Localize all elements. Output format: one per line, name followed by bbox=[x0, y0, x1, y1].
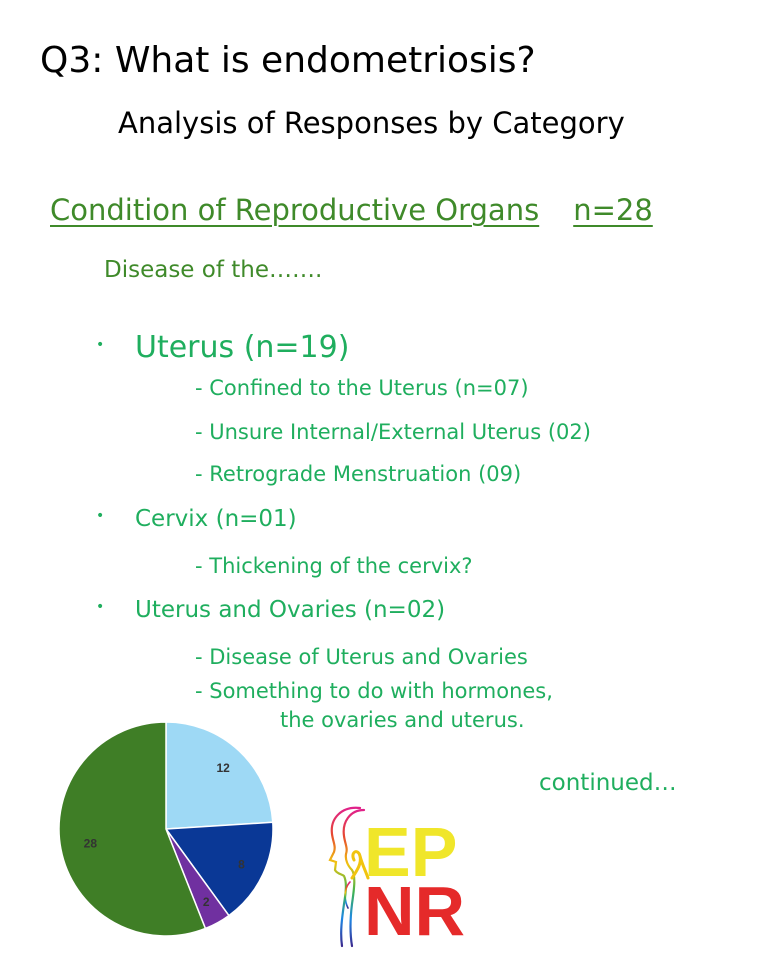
continued-text: continued… bbox=[539, 770, 677, 796]
sub-item: - Unsure Internal/External Uterus (02) bbox=[195, 420, 591, 444]
bullet-icon: • bbox=[96, 336, 105, 353]
response-pie-chart bbox=[55, 718, 277, 940]
bullet-uterus bbox=[96, 330, 349, 365]
lead-text: Disease of the……. bbox=[104, 257, 323, 283]
bullet-label: Uterus and Ovaries (n=02) bbox=[135, 597, 446, 623]
sub-item: - Something to do with hormones, bbox=[195, 679, 553, 703]
category-label: Condition of Reproductive Organs bbox=[50, 193, 540, 227]
bullet-label: Uterus (n=19) bbox=[135, 330, 350, 365]
bullet-icon: • bbox=[96, 598, 105, 615]
sub-item: - Retrograde Menstruation (09) bbox=[195, 462, 522, 486]
bullet-icon: • bbox=[96, 507, 105, 524]
sub-item: - Confined to the Uterus (n=07) bbox=[195, 376, 529, 400]
pie-data-label: 8 bbox=[238, 857, 245, 872]
category-heading bbox=[50, 193, 653, 227]
page-title: Q3: What is endometriosis? bbox=[40, 40, 536, 81]
pie-data-label: 28 bbox=[83, 836, 98, 851]
pie-data-label: 2 bbox=[202, 895, 210, 910]
profile-silhouette-icon bbox=[330, 808, 364, 946]
logo-text-top: EP bbox=[364, 813, 458, 891]
sub-item: the ovaries and uterus. bbox=[280, 708, 525, 732]
sub-item: - Disease of Uterus and Ovaries bbox=[195, 645, 528, 669]
page-subtitle: Analysis of Responses by Category bbox=[118, 106, 625, 140]
category-count: n=28 bbox=[573, 193, 653, 227]
pie-data-label: 12 bbox=[216, 761, 230, 776]
logo-text-bottom: NR bbox=[364, 872, 466, 950]
pie-slice bbox=[166, 722, 273, 829]
sub-item: - Thickening of the cervix? bbox=[195, 554, 473, 578]
bullet-label: Cervix (n=01) bbox=[135, 506, 297, 532]
bullet-cervix bbox=[96, 506, 297, 532]
bullet-uterus-ovaries bbox=[96, 597, 445, 623]
epnr-logo bbox=[320, 800, 480, 950]
